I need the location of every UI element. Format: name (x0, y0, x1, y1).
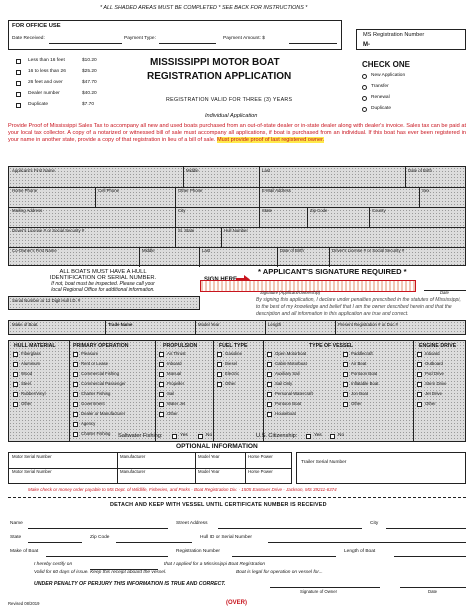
stub-street-line[interactable] (218, 528, 362, 529)
fee-label: Less than 16 feet (28, 58, 65, 63)
fee-label: Duplicate (28, 102, 48, 107)
engine-drive-option: Stern Drive (425, 381, 447, 386)
vessel-type-option: Sail Only (275, 381, 293, 386)
col-divider (175, 207, 176, 227)
engine-drive-option: Inboard (425, 351, 440, 356)
hull-material-option: Rubber/Vinyl (21, 391, 46, 396)
payment-instructions: Make check or money order payable to MS Dept. of Wildlife, Fisheries, and Parks · Boat Registration Div. · 1505 Eastover Drive · Jackson, MS 39211-6374 (28, 487, 337, 492)
col-divider (335, 321, 336, 334)
stub-validity-note: Valid for 60 days of issue. Keep this receipt aboard the vessel. (34, 570, 167, 575)
hull-material-title: HULL MATERIAL (14, 343, 56, 349)
vessel-type-checkbox[interactable] (267, 372, 272, 377)
hull-material-checkbox[interactable] (13, 382, 18, 387)
col-divider (221, 227, 222, 247)
engine-drive-option: Outboard (425, 361, 443, 366)
col-divider (329, 247, 330, 267)
motor-serial-label: Motor Serial Number (12, 469, 52, 474)
engine-drive-option: Jet Drive (425, 391, 442, 396)
propulsion-checkbox[interactable] (159, 352, 164, 357)
col-divider (213, 341, 214, 441)
primary-operation-option: Commercial Passenger (81, 381, 126, 386)
ms-registration-number-label: MS Registration Number (363, 32, 425, 38)
check-one-option: Transfer (371, 84, 389, 89)
owner-signature-label: Signature of Owner (300, 589, 338, 594)
fuel-type-option: Diesel (225, 361, 237, 366)
propulsion-option: Inboard (167, 361, 182, 366)
payment-type-line (159, 43, 216, 44)
vessel-categories-section (8, 340, 466, 442)
row-divider (9, 187, 465, 188)
primary-operation-option: Commercial Fishing (81, 371, 119, 376)
sales-tax-notice (8, 123, 466, 144)
primary-operation-checkbox[interactable] (73, 432, 78, 437)
type-of-vessel-title: TYPE OF VESSEL (309, 343, 354, 349)
hull-id-notice (8, 266, 198, 296)
city-label: City (178, 208, 186, 213)
vessel-type-option: Personal Watercraft (275, 391, 313, 396)
col-divider (69, 341, 70, 441)
citizenship-no-label: No (338, 433, 345, 438)
primary-operation-option: Agency (81, 421, 96, 426)
hull-material-option: Other (21, 401, 32, 406)
fee-checkbox[interactable] (16, 81, 21, 86)
primary-operation-option: Charter Fishing (81, 431, 111, 436)
stub-legal-note: Boat is legal for operation on vessel for... (236, 570, 323, 575)
home-phone-label: Home Phone (12, 188, 38, 193)
motor-model-year-label: Model Year (198, 454, 220, 459)
propulsion-option: Manual (167, 371, 182, 376)
fuel-type-title: FUEL TYPE (219, 343, 248, 349)
motor-manufacturer-label: Manufacturer (120, 469, 146, 474)
hull-material-checkbox[interactable] (13, 352, 18, 357)
saltwater-no-label: No (206, 433, 213, 438)
vessel-type-checkbox[interactable] (343, 382, 348, 387)
fuel-type-checkbox[interactable] (217, 382, 222, 387)
col-divider (175, 187, 176, 207)
propulsion-option: Propeller (167, 381, 185, 386)
motor-horsepower-label: Horse Power (248, 454, 273, 459)
vessel-type-option: Paddlecraft (351, 351, 373, 356)
vessel-type-option: Cabin Motorboat (275, 361, 307, 366)
col-divider (195, 321, 196, 334)
new-application-radio[interactable] (362, 74, 367, 79)
last-name-label: Last (262, 168, 271, 173)
vessel-type-option: Other (351, 401, 362, 406)
individual-application-label: Individual Application (205, 113, 258, 119)
stub-hull-id-label: Hull ID or Serial Number (200, 535, 252, 540)
primary-operation-option: Pleasure (81, 351, 98, 356)
fee-checkbox[interactable] (16, 103, 21, 108)
date-received-line (49, 43, 122, 44)
engine-drive-checkbox[interactable] (417, 352, 422, 357)
primary-operation-checkbox[interactable] (73, 352, 78, 357)
motor-manufacturer-label: Manufacturer (120, 454, 146, 459)
saltwater-no-checkbox[interactable] (198, 434, 203, 439)
hull-notice-line: If not, boat must be inspected. Please call your (51, 281, 155, 287)
top-instructions-note: * ALL SHADED AREAS MUST BE COMPLETED * SEE BACK FOR INSTRUCTIONS * (100, 5, 308, 11)
email-label: E-Mail Address (262, 188, 291, 193)
fee-checkbox[interactable] (16, 59, 21, 64)
stub-name-line[interactable] (28, 528, 168, 529)
stub-certify-label: I hereby certify on (34, 562, 73, 567)
col-divider (405, 167, 406, 187)
model-year-label: Model Year (198, 322, 220, 327)
hull-material-option: Wood (21, 371, 33, 376)
primary-operation-checkbox[interactable] (73, 372, 78, 377)
vessel-type-checkbox[interactable] (343, 402, 348, 407)
fee-checkbox[interactable] (16, 92, 21, 97)
fuel-type-option: Other (225, 381, 236, 386)
primary-operation-checkbox[interactable] (73, 402, 78, 407)
applicant-info-section (8, 166, 466, 266)
saltwater-yes-label: Yes (180, 433, 188, 438)
proof-of-owner-highlight: Must provide proof of last registered owner. (216, 137, 325, 143)
primary-operation-option: Rent or Lease (81, 361, 108, 366)
citizenship-yes-checkbox[interactable] (306, 434, 311, 439)
owner-date-label: Date (428, 589, 438, 594)
primary-operation-checkbox[interactable] (73, 362, 78, 367)
co-owner-first-name-label: Co-Owner's First Name (12, 248, 57, 253)
col-divider (175, 227, 176, 247)
col-divider (369, 207, 370, 227)
co-owner-dob-label: Date of Birth (280, 248, 304, 253)
trailer-serial-label: Trailer Serial Number (301, 460, 347, 465)
col-divider (259, 167, 260, 187)
row-divider (9, 207, 465, 208)
stub-certify-text: that I applied for a Mississippi Boat Registration (164, 562, 266, 567)
renewal-radio[interactable] (362, 96, 367, 101)
certification-statement: By signing this application, I declare under penalties prescribed in the statutes of Mississippi, to the best of my knowledge and belief that I am the owner described herein and that the description and all information in this application are true and correct. (256, 297, 461, 317)
owner-signature-line[interactable] (270, 587, 380, 588)
propulsion-checkbox[interactable] (159, 372, 164, 377)
detach-note: DETACH AND KEEP WITH VESSEL UNTIL CERTIFICATE NUMBER IS RECEIVED (110, 502, 327, 508)
make-of-boat-label: Make of Boat (12, 322, 38, 327)
vessel-type-checkbox[interactable] (343, 352, 348, 357)
fee-checkbox[interactable] (16, 70, 21, 75)
optional-info-title: OPTIONAL INFORMATION (176, 443, 258, 450)
sex-label: Sex (422, 188, 430, 193)
propulsion-option: Air Thrust (167, 351, 186, 356)
stub-registration-label: Registration Number (176, 549, 220, 554)
col-divider (155, 341, 156, 441)
vessel-type-option: Open Motorboat (275, 351, 307, 356)
cell-phone-label: Cell Phone (98, 188, 120, 193)
fuel-type-checkbox[interactable] (217, 372, 222, 377)
date-of-birth-label: Date of Birth (408, 168, 432, 173)
fee-label: Dealer number (28, 91, 60, 96)
transfer-radio[interactable] (362, 85, 367, 90)
propulsion-option: Other (167, 411, 178, 416)
engine-drive-checkbox[interactable] (417, 372, 422, 377)
fuel-type-option: Electric (225, 371, 240, 376)
col-divider (263, 341, 264, 441)
vessel-type-option: Inflatable Boat (351, 381, 379, 386)
stub-make-line[interactable] (46, 556, 168, 557)
col-divider (259, 187, 260, 207)
owner-date-line[interactable] (400, 587, 466, 588)
vessel-type-checkbox[interactable] (267, 382, 272, 387)
vessel-type-checkbox[interactable] (267, 412, 272, 417)
engine-drive-checkbox[interactable] (417, 382, 422, 387)
stub-make-label: Make of Boat (10, 549, 39, 554)
stub-length-label: Length of Boat (344, 549, 376, 554)
col-divider (195, 453, 196, 483)
fee-label: 26 feet and over (28, 80, 63, 85)
over-indicator: (OVER) (226, 600, 247, 606)
col-divider (259, 207, 260, 227)
engine-drive-checkbox[interactable] (417, 362, 422, 367)
col-divider (95, 187, 96, 207)
saltwater-fishing-label: Saltwater Fishing: (118, 433, 163, 439)
col-divider (117, 453, 118, 483)
check-one-option: New Application (371, 73, 406, 78)
vessel-type-option: Houseboat (275, 411, 296, 416)
fee-amount: $25.20 (82, 69, 97, 74)
col-divider (413, 341, 414, 441)
vessel-type-option: Jon Boat (351, 391, 368, 396)
stub-state-line[interactable] (28, 542, 82, 543)
vessel-type-checkbox[interactable] (267, 362, 272, 367)
first-name-label: Applicant's First Name (12, 168, 55, 173)
perjury-statement: UNDER PENALTY OF PERJURY THIS INFORMATION IS TRUE AND CORRECT. (34, 581, 226, 587)
col-divider (183, 167, 184, 187)
zip-code-label: Zip Code (310, 208, 328, 213)
engine-drive-checkbox[interactable] (417, 392, 422, 397)
dl-state-label: Sl. State (178, 228, 195, 233)
co-owner-license-label: Driver's License # or Social Security # (332, 248, 405, 253)
detach-line (8, 497, 466, 498)
motor-horsepower-label: Horse Power (248, 469, 273, 474)
primary-operation-option: Charter Fishing (81, 391, 111, 396)
payment-amount-line (289, 43, 337, 44)
mailing-address-label: Mailing Address (12, 208, 43, 213)
vessel-type-checkbox[interactable] (267, 392, 272, 397)
propulsion-checkbox[interactable] (159, 382, 164, 387)
trailer-serial-field[interactable] (296, 452, 466, 484)
primary-operation-checkbox[interactable] (73, 392, 78, 397)
col-divider (307, 207, 308, 227)
saltwater-yes-checkbox[interactable] (172, 434, 177, 439)
present-registration-label: Present Registration # or Doc # (338, 322, 398, 327)
hull-notice-line: IDENTIFICATION OR SERIAL NUMBER. (49, 275, 157, 281)
middle-name-label: Middle (186, 168, 199, 173)
check-one-option: Renewal (371, 95, 390, 100)
signature-date-label: Date (440, 290, 449, 295)
col-divider (245, 453, 246, 483)
signature-caption: Signature (Applicant/Ownership) (260, 290, 321, 295)
serial-number-field[interactable] (8, 296, 200, 310)
vessel-type-option: Pontoon Boat (275, 401, 302, 406)
co-owner-last-label: Last (202, 248, 211, 253)
col-divider (265, 321, 266, 334)
vessel-type-option: Air Boat (351, 361, 367, 366)
form-title-line1: MISSISSIPPI MOTOR BOAT (150, 57, 280, 68)
propulsion-title: PROPULSION (163, 343, 198, 349)
county-label: County (372, 208, 386, 213)
stub-street-label: Street Address (176, 521, 208, 526)
vessel-type-checkbox[interactable] (267, 352, 272, 357)
engine-drive-option: Pod Drive (425, 371, 444, 376)
date-received-label: Date Received: (12, 36, 45, 41)
fee-label: 16 to less than 26 (28, 69, 66, 74)
motor-model-year-label: Model Year (198, 469, 220, 474)
citizenship-no-checkbox[interactable] (330, 434, 335, 439)
engine-drive-option: Other (425, 401, 436, 406)
revision-date: Revised 08/2019 (8, 601, 40, 606)
vessel-type-option: Auxiliary Sail (275, 371, 300, 376)
fee-amount: $10.20 (82, 58, 97, 63)
office-use-box (8, 20, 342, 50)
vessel-type-checkbox[interactable] (267, 402, 272, 407)
stub-city-line[interactable] (386, 528, 466, 529)
vessel-type-checkbox[interactable] (343, 372, 348, 377)
primary-operation-checkbox[interactable] (73, 412, 78, 417)
col-divider (419, 187, 420, 207)
vessel-type-checkbox[interactable] (343, 392, 348, 397)
hull-number-label: Hull Number (224, 228, 248, 233)
citizenship-yes-label: Yes (314, 433, 322, 438)
stub-length-line[interactable] (394, 556, 466, 557)
engine-drive-checkbox[interactable] (417, 402, 422, 407)
primary-operation-title: PRIMARY OPERATION (73, 343, 129, 349)
propulsion-option: Sail (167, 391, 175, 396)
ms-registration-number-box[interactable] (356, 29, 466, 50)
state-label: State (262, 208, 273, 213)
col-divider (105, 321, 106, 334)
fee-amount: $47.70 (82, 80, 97, 85)
fuel-type-checkbox[interactable] (217, 352, 222, 357)
col-divider (199, 247, 200, 267)
fuel-type-checkbox[interactable] (217, 362, 222, 367)
primary-operation-option: Dealer or Manufacturer (81, 411, 126, 416)
vessel-type-option: Pontoon Boat (351, 371, 378, 376)
motor-info-table (8, 452, 292, 484)
stub-hull-id-line[interactable] (268, 542, 466, 543)
stub-registration-line[interactable] (232, 556, 336, 557)
co-owner-middle-label: Middle (142, 248, 155, 253)
hull-material-checkbox[interactable] (13, 372, 18, 377)
hull-material-checkbox[interactable] (13, 392, 18, 397)
hull-material-option: Aluminum (21, 361, 41, 366)
office-use-title: FOR OFFICE USE (12, 23, 61, 29)
fuel-type-option: Gasoline (225, 351, 242, 356)
stub-name-label: Name (10, 521, 23, 526)
other-phone-label: Other Phone (178, 188, 203, 193)
registration-valid-note: REGISTRATION VALID FOR THREE (3) YEARS (166, 97, 293, 103)
ms-registration-prefix: M- (363, 42, 370, 48)
propulsion-checkbox[interactable] (159, 412, 164, 417)
engine-drive-title: ENGINE DRIVE (419, 343, 457, 349)
payment-type-label: Payment Type: (124, 36, 156, 41)
check-one-title: CHECK ONE (362, 60, 411, 69)
hull-notice-line: ALL BOATS MUST HAVE A HULL (59, 269, 147, 275)
drivers-license-label: Driver's License # or Social Security # (12, 228, 85, 233)
primary-operation-checkbox[interactable] (73, 422, 78, 427)
duplicate-radio[interactable] (362, 107, 367, 112)
check-one-option: Duplicate (371, 106, 391, 111)
serial-number-label: Serial Number or 12 Digit Hull I.D. # (12, 298, 81, 303)
col-divider (139, 247, 140, 267)
us-citizenship-label: U.S. Citizenship: (256, 433, 298, 439)
fee-amount: $40.20 (82, 91, 97, 96)
stub-state-label: State (10, 535, 22, 540)
propulsion-option: Water Jet (167, 401, 186, 406)
payment-amount-label: Payment Amount: $ (223, 36, 265, 41)
trade-name-label: Trade Name (108, 322, 133, 327)
propulsion-checkbox[interactable] (159, 402, 164, 407)
motor-serial-label: Motor Serial Number (12, 454, 52, 459)
hull-material-checkbox[interactable] (13, 362, 18, 367)
hull-material-checkbox[interactable] (13, 402, 18, 407)
stub-city-label: City (370, 521, 379, 526)
propulsion-checkbox[interactable] (159, 362, 164, 367)
sales-tax-notice-text: Provide Proof of Mississippi Sales Tax to accompany all new and used boats purchased from an out-of-state dealer or in-state dealer along with dealer's invoice. Sales tax can be paid at your local tax collector. A copy of a notarized or witnessed bill of sale must accompany all applications, if boat is purchased from an individual. If this boat has ever been registered in your name in another state, provide a copy of that registration in lieu of a bill of sale. (8, 123, 466, 143)
propulsion-checkbox[interactable] (159, 392, 164, 397)
form-title-line2: REGISTRATION APPLICATION (147, 71, 292, 82)
hull-material-option: Steel (21, 381, 31, 386)
boat-info-row (8, 320, 466, 335)
vessel-type-checkbox[interactable] (343, 362, 348, 367)
fee-amount: $7.70 (82, 102, 95, 107)
primary-operation-option: Government (81, 401, 105, 406)
primary-operation-checkbox[interactable] (73, 382, 78, 387)
signature-required-title: * APPLICANT'S SIGNATURE REQUIRED * (258, 267, 407, 276)
hull-notice-line: local Regional Office for additional information. (51, 287, 155, 293)
length-label: Length (268, 322, 282, 327)
col-divider (277, 247, 278, 267)
stub-zip-label: Zip Code (90, 535, 110, 540)
hull-material-option: Fiberglass (21, 351, 41, 356)
stub-zip-line[interactable] (116, 542, 192, 543)
